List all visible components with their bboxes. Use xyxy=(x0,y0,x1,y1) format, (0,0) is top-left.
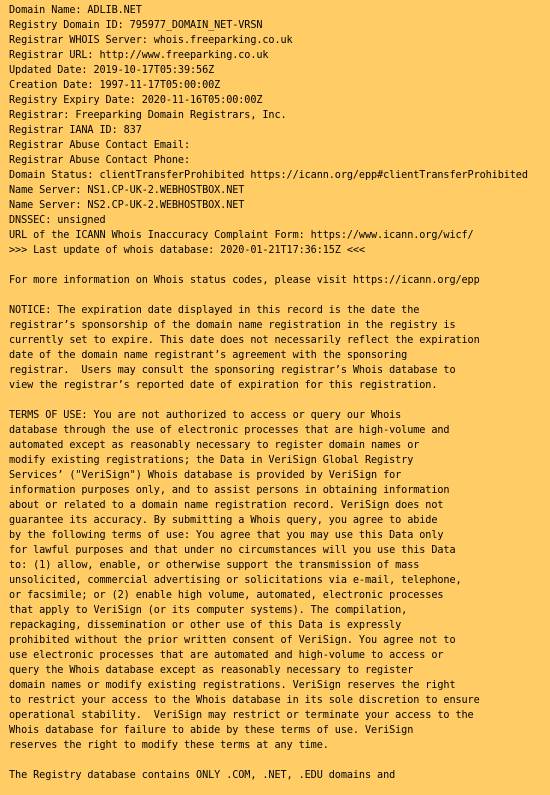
registrar-abuse-email-line: Registrar Abuse Contact Email: xyxy=(9,140,191,151)
terms-line: operational stability. VeriSign may restrict or terminate your access to the xyxy=(9,710,474,721)
registrar-iana-id-line: Registrar IANA ID: 837 xyxy=(9,125,142,136)
terms-line: domain names or modify existing registrations. VeriSign reserves the right xyxy=(9,680,456,691)
terms-line: repackaging, dissemination or other use of this Data is expressly xyxy=(9,620,402,631)
registry-line: The Registry database contains ONLY .COM, .NET, .EDU domains and xyxy=(9,770,396,781)
updated-date-line: Updated Date: 2019-10-17T05:39:56Z xyxy=(9,65,215,76)
terms-line: to restrict your access to the Whois database in its sole discretion to ensure xyxy=(9,695,480,706)
terms-line: automated except as reasonably necessary to register domain names or xyxy=(9,440,420,451)
whois-output xyxy=(9,3,545,783)
icann-complaint-url-line: URL of the ICANN Whois Inaccuracy Complaint Form: https://www.icann.org/wicf/ xyxy=(9,230,474,241)
terms-line: or facsimile; or (2) enable high volume, automated, electronic processes xyxy=(9,590,444,601)
notice-line: NOTICE: The expiration date displayed in this record is the date the xyxy=(9,305,420,316)
name-server-1-line: Name Server: NS1.CP-UK-2.WEBHOSTBOX.NET xyxy=(9,185,245,196)
notice-line: date of the domain name registrant’s agreement with the sponsoring xyxy=(9,350,408,361)
registry-paragraph xyxy=(9,768,545,783)
spacer xyxy=(9,753,545,768)
domain-name-line: Domain Name: ADLIB.NET xyxy=(9,5,142,16)
registrar-whois-server-line: Registrar WHOIS Server: whois.freeparking.co.uk xyxy=(9,35,293,46)
registry-expiry-date-line: Registry Expiry Date: 2020-11-16T05:00:00Z xyxy=(9,95,263,106)
terms-line: to: (1) allow, enable, or otherwise support the transmission of mass xyxy=(9,560,420,571)
terms-line: prohibited without the prior written consent of VeriSign. You agree not to xyxy=(9,635,456,646)
registrar-abuse-phone-line: Registrar Abuse Contact Phone: xyxy=(9,155,191,166)
terms-line: use electronic processes that are automated and high-volume to access or xyxy=(9,650,444,661)
terms-line: reserves the right to modify these terms at any time. xyxy=(9,740,329,751)
terms-line: information purposes only, and to assist persons in obtaining information xyxy=(9,485,450,496)
notice-line: registrar’s sponsorship of the domain name registration in the registry is xyxy=(9,320,456,331)
terms-line: Whois database for failure to abide by these terms of use. VeriSign xyxy=(9,725,414,736)
terms-line: query the Whois database except as reasonably necessary to register xyxy=(9,665,414,676)
registry-domain-id-line: Registry Domain ID: 795977_DOMAIN_NET-VRSN xyxy=(9,20,263,31)
last-update-line: >>> Last update of whois database: 2020-01-21T17:36:15Z <<< xyxy=(9,245,365,256)
terms-line: database through the use of electronic processes that are high-volume and xyxy=(9,425,450,436)
notice-paragraph xyxy=(9,303,545,393)
whois-record xyxy=(9,3,545,258)
registrar-line: Registrar: Freeparking Domain Registrars, Inc. xyxy=(9,110,287,121)
domain-status-line: Domain Status: clientTransferProhibited https://icann.org/epp#clientTransferProhibited xyxy=(9,170,528,181)
spacer xyxy=(9,393,545,408)
terms-line: guarantee its accuracy. By submitting a Whois query, you agree to abide xyxy=(9,515,438,526)
spacer xyxy=(9,258,545,273)
status-info xyxy=(9,273,545,288)
notice-line: view the registrar’s reported date of expiration for this registration. xyxy=(9,380,438,391)
creation-date-line: Creation Date: 1997-11-17T05:00:00Z xyxy=(9,80,221,91)
terms-line: TERMS OF USE: You are not authorized to access or query our Whois xyxy=(9,410,402,421)
registrar-url-line: Registrar URL: http://www.freeparking.co.uk xyxy=(9,50,269,61)
terms-line: about or related to a domain name registration record. VeriSign does not xyxy=(9,500,444,511)
spacer xyxy=(9,288,545,303)
terms-line: unsolicited, commercial advertising or solicitations via e-mail, telephone, xyxy=(9,575,462,586)
terms-line: that apply to VeriSign (or its computer systems). The compilation, xyxy=(9,605,408,616)
notice-line: currently set to expire. This date does not necessarily reflect the expiration xyxy=(9,335,480,346)
dnssec-line: DNSSEC: unsigned xyxy=(9,215,106,226)
terms-paragraph xyxy=(9,408,545,753)
terms-line: Services’ ("VeriSign") Whois database is provided by VeriSign for xyxy=(9,470,402,481)
terms-line: by the following terms of use: You agree that you may use this Data only xyxy=(9,530,444,541)
name-server-2-line: Name Server: NS2.CP-UK-2.WEBHOSTBOX.NET xyxy=(9,200,245,211)
status-info-line: For more information on Whois status codes, please visit https://icann.org/epp xyxy=(9,275,480,286)
terms-line: modify existing registrations; the Data in VeriSign Global Registry xyxy=(9,455,414,466)
terms-line: for lawful purposes and that under no circumstances will you use this Data xyxy=(9,545,456,556)
notice-line: registrar. Users may consult the sponsoring registrar’s Whois database to xyxy=(9,365,456,376)
